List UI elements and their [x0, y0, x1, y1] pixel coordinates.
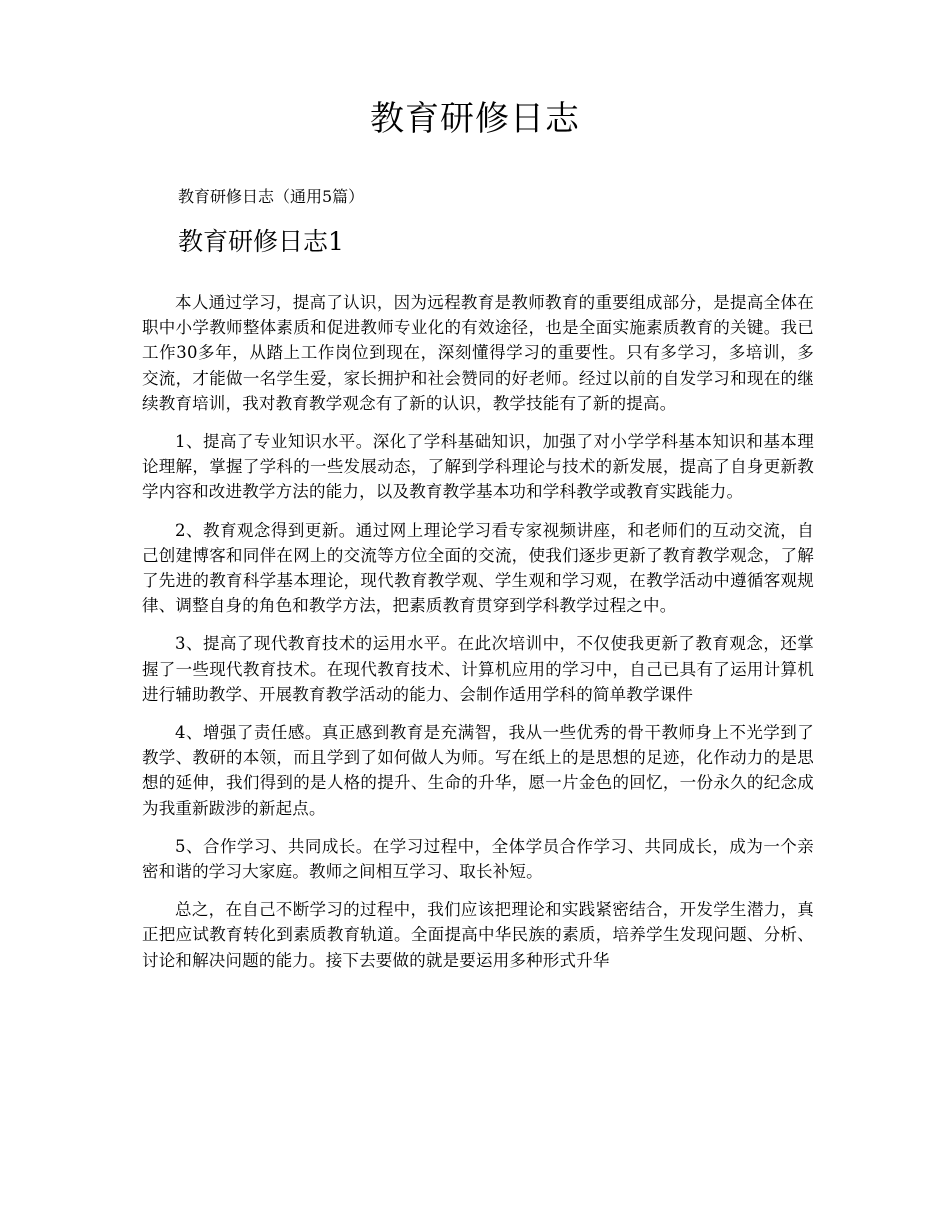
document-title: 教育研修日志	[370, 99, 580, 139]
paragraph-point-4: 4、增强了责任感。真正感到教育是充满智，我从一些优秀的骨干教师身上不光学到了教学、教研的本领，而且学到了如何做人为师。写在纸上的是思想的足迹，化作动力的是思想的延伸，我们得到的是人格的提升、生命的升华，愿一片金色的回忆，一份永久的纪念成为我重新跋涉的新起点。	[142, 723, 814, 818]
document-subtitle: 教育研修日志（通用5篇）	[178, 187, 365, 206]
paragraph-point-5: 5、合作学习、共同成长。在学习过程中，全体学员合作学习、共同成长，成为一个亲密和谐的学习大家庭。教师之间相互学习、取长补短。	[142, 836, 814, 882]
paragraph-point-3: 3、提高了现代教育技术的运用水平。在此次培训中，不仅使我更新了教育观念，还掌握了一些现代教育技术。在现代教育技术、计算机应用的学习中，自己已具有了运用计算机进行辅助教学、开展教育教学活动的能力、会制作适用学科的简单教学课件	[142, 634, 814, 704]
section-heading: 教育研修日志1	[178, 227, 344, 256]
paragraph-point-2: 2、教育观念得到更新。通过网上理论学习看专家视频讲座，和老师们的互动交流，自己创建博客和同伴在网上的交流等方位全面的交流，使我们逐步更新了教育教学观念，了解了先进的教育科学基本理论，现代教育教学观、学生观和学习观，在教学活动中遵循客观规律、调整自身的角色和教学方法，把素质教育贯穿到学科教学过程之中。	[142, 520, 814, 616]
paragraph-point-1: 1、提高了专业知识水平。深化了学科基础知识，加强了对小学学科基本知识和基本理论理解，掌握了学科的一些发展动态，了解到学科理论与技术的新发展，提高了自身更新教学内容和改进教学方法的能力，以及教育教学基本功和学科教学或教育实践能力。	[142, 432, 814, 502]
paragraph-conclusion: 总之，在自己不断学习的过程中，我们应该把理论和实践紧密结合，开发学生潜力，真正把应试教育转化到素质教育轨道。全面提高中华民族的素质，培养学生发现问题、分析、讨论和解决问题的能力。接下去要做的就是要运用多种形式升华	[142, 900, 814, 970]
paragraph-intro: 本人通过学习，提高了认识，因为远程教育是教师教育的重要组成部分，是提高全体在职中小学教师整体素质和促进教师专业化的有效途径，也是全面实施素质教育的关键。我已工作30多年，从踏上工作岗位到现在，深刻懂得学习的重要性。只有多学习，多培训，多交流，才能做一名学生爱，家长拥护和社会赞同的好老师。经过以前的自发学习和现在的继续教育培训，我对教育教学观念有了新的认识，教学技能有了新的提高。	[142, 293, 814, 413]
body-text	[142, 290, 814, 986]
